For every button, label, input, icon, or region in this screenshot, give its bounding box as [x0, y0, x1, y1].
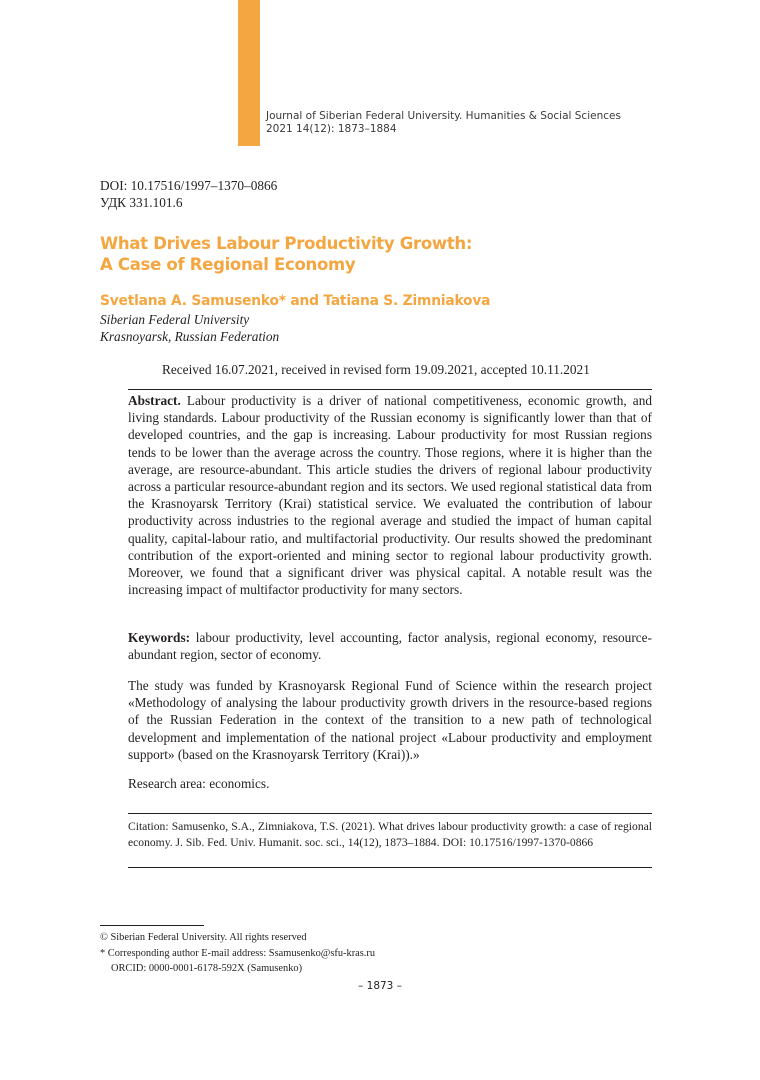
abstract — [128, 392, 652, 598]
received-dates: Received 16.07.2021, received in revised form 19.09.2021, accepted 10.11.2021 — [162, 362, 590, 377]
doi[interactable]: DOI: 10.17516/1997–1370–0866 — [100, 178, 278, 193]
journal-issue: 2021 14(12): 1873–1884 — [266, 123, 397, 135]
journal-accent-bar — [238, 0, 260, 146]
keywords-label: Keywords: — [128, 630, 191, 645]
affiliation-location: Krasnoyarsk, Russian Federation — [100, 329, 280, 344]
affiliation-university: Siberian Federal University — [100, 312, 250, 327]
identifiers — [100, 177, 277, 211]
footnotes — [100, 930, 375, 977]
citation: Citation: Samusenko, S.A., Zimniakova, T.S. (2021). What drives labour productivity growth: a case of regional economy. J. Sib. Fed. Univ. Humanit. soc. sci., 14(12), 1873–1884. DOI: 10.17516/1997-1370-0866 — [128, 820, 652, 849]
journal-header — [266, 110, 621, 136]
copyright-note: © Siberian Federal University. All rights reserved — [100, 932, 307, 943]
footnote-rule — [100, 925, 204, 926]
affiliation — [100, 311, 279, 345]
abstract-label: Abstract. — [128, 393, 181, 408]
page-number: – 1873 – — [358, 980, 402, 992]
orcid-note: ORCID: 0000-0001-6178-592X (Samusenko) — [111, 963, 303, 974]
citation-bottom-rule — [128, 867, 652, 868]
citation-top-rule — [128, 813, 652, 814]
keywords-text: labour productivity, level accounting, factor analysis, regional economy, resource-abundant region, sector of economy. — [128, 630, 652, 663]
journal-name: Journal of Siberian Federal University. Humanities & Social Sciences — [266, 110, 621, 122]
title-line-1: What Drives Labour Productivity Growth: — [100, 234, 473, 253]
corresponding-author-note: * Corresponding author E-mail address: Ssamusenko@sfu-kras.ru — [100, 947, 376, 959]
keywords — [128, 629, 652, 663]
abstract-top-rule — [128, 389, 652, 390]
research-area: Research area: economics. — [128, 776, 270, 791]
title-line-2: A Case of Regional Economy — [100, 255, 356, 274]
udk: УДК 331.101.6 — [100, 195, 183, 210]
abstract-text: Labour productivity is a driver of national competitiveness, economic growth, and living standards. Labour productivity of the Russian economy is significantly lower than that of developed countries, and the gap is increasing. Labour productivity for most Russian regions tends to be lower than the average across the country. Those regions, where it is higher than the average, are resource-abundant. This article studies the drivers of regional labour productivity across a particular resource-abundant region and its sectors. We used regional statistical data from the Krasnoyarsk Territory (Krai) statistical service. We evaluated the contribution of labour productivity across industries to the regional average and studied the impact of human capital quality, capital-labour ratio, and multifactorial productivity. Our results showed the predominant contribution of the export-oriented and mining sector to regional labour productivity growth. Moreover, we found that a significant driver was physical capital. A notable result was the increasing impact of multifactor productivity for many sectors. — [128, 393, 652, 598]
article-title — [100, 233, 472, 275]
funding-note: The study was funded by Krasnoyarsk Regional Fund of Science within the research project «Methodology of analysing the labour productivity growth drivers in the resource-based regions of the Russian Federation in the context of the transition to a new path of technological development and implementation of the national project «Labour productivity and employment support» (based on the Krasnoyarsk Territory (Krai)).» — [128, 678, 652, 762]
authors: Svetlana A. Samusenko* and Tatiana S. Zimniakova — [100, 293, 491, 309]
